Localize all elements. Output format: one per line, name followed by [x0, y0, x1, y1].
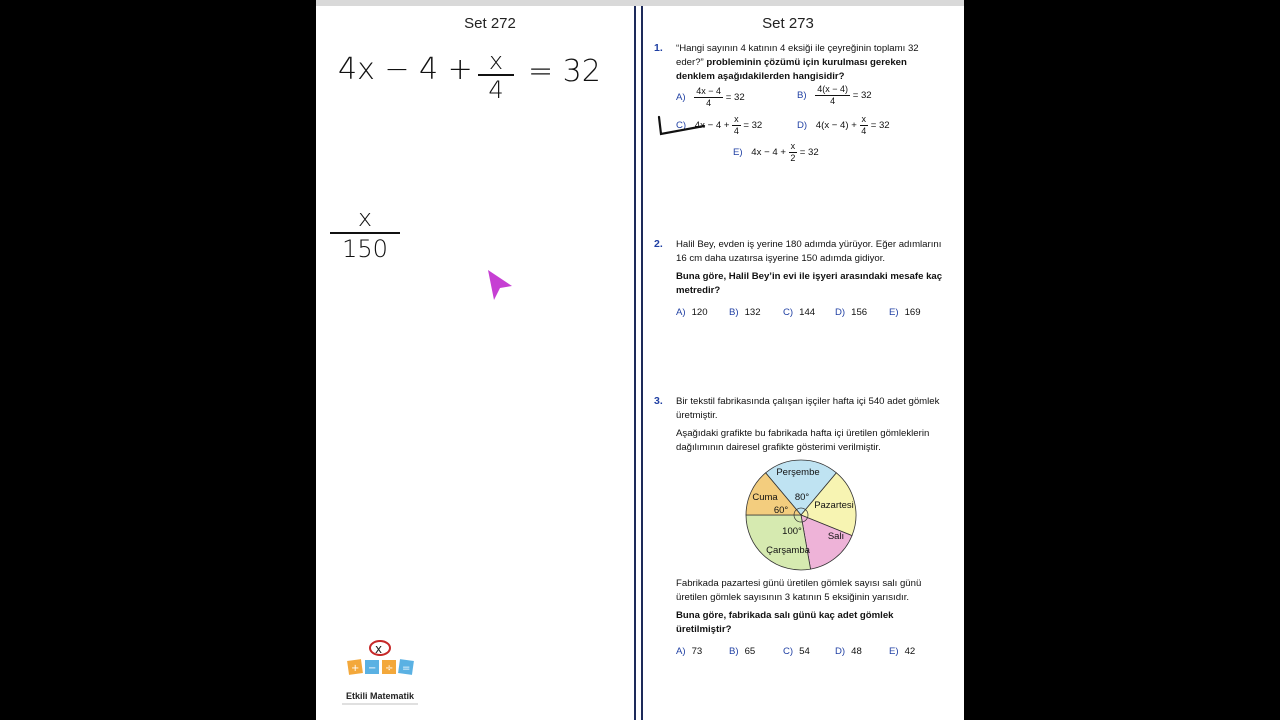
option-letter: B): [729, 307, 739, 318]
option-letter: E): [889, 646, 899, 657]
option-value: 42: [904, 646, 916, 657]
set-273-title: Set 273: [762, 15, 814, 32]
option-value: 120: [691, 307, 708, 318]
option-letter: D): [835, 307, 846, 318]
svg-text:−: −: [368, 663, 377, 674]
q2-number: 2.: [654, 238, 663, 250]
column-divider: [641, 6, 643, 720]
q3-option-c[interactable]: [783, 646, 810, 657]
q1-option-d[interactable]: D) 4(x − 4) + $\frac{x}{4}$ = 32: [797, 114, 890, 136]
q1-option-c[interactable]: C) 4x − 4 + $\frac{x}{4}$ = 32: [676, 114, 763, 136]
pie-angle-carsamba: 100°: [782, 526, 802, 537]
q1-text: “Hangi sayının 4 katının 4 eksiği ile çeyreğinin toplamı 32 eder?” probleminin çözümü için kurulması gereken denklem aşağıdakilerden hangisidir?: [676, 43, 919, 82]
top-bar: [316, 0, 964, 6]
q2-question: Buna göre, Halil Bey’in evi ile işyeri arasındaki mesafe kaç metredir?: [676, 271, 943, 296]
handwritten-x-over-150: x 150: [330, 204, 400, 264]
svg-text:÷: ÷: [385, 663, 394, 674]
set-272-title: Set 272: [464, 15, 516, 32]
q3-text-2: Aşağıdaki grafikte bu fabrikada hafta içi üretilen gömleklerin dağılımının dairesel grafikte gösterimi verilmiştir.: [676, 428, 930, 453]
option-value: 65: [744, 646, 756, 657]
q3-option-e[interactable]: [889, 646, 915, 657]
column-divider: [634, 6, 636, 720]
option-value: 156: [851, 307, 868, 318]
q1-number: 1.: [654, 42, 663, 54]
option-value: 144: [799, 307, 816, 318]
option-letter: A): [676, 307, 686, 318]
option-value: 48: [851, 646, 862, 657]
q2-option-a[interactable]: [676, 307, 708, 318]
pie-chart: [740, 458, 864, 574]
q2-option-c[interactable]: [783, 307, 815, 318]
handwritten-fraction: x 4: [478, 48, 514, 104]
pie-label-persembe: Perşembe: [776, 467, 820, 478]
svg-text:x: x: [375, 642, 383, 656]
etkili-matematik-logo: [338, 638, 422, 708]
pie-label-carsamba: Çarşamba: [766, 545, 810, 556]
q1-option-e[interactable]: E) 4x − 4 + $\frac{x}{2}$ = 32: [733, 141, 819, 163]
option-letter: C): [783, 646, 794, 657]
option-value: 73: [691, 646, 703, 657]
pie-label-pazartesi: Pazartesi: [814, 500, 854, 511]
q3-option-a[interactable]: [676, 646, 702, 657]
pie-slice-çarşamba: [746, 515, 811, 570]
option-letter: C): [783, 307, 794, 318]
option-value: 132: [744, 307, 761, 318]
svg-text:=: =: [402, 663, 411, 674]
q3-option-d[interactable]: [835, 646, 862, 657]
pointer-cursor-icon: [484, 268, 516, 302]
q3-question: Buna göre, fabrikada salı günü kaç adet gömlek üretilmiştir?: [676, 610, 894, 635]
q3-number: 3.: [654, 395, 663, 407]
option-letter: E): [889, 307, 899, 318]
pie-angle-persembe: 80°: [794, 492, 810, 503]
q3-option-b[interactable]: [729, 646, 755, 657]
q2-option-e[interactable]: [889, 307, 921, 318]
handwritten-rhs: = 32: [528, 54, 601, 89]
option-letter: D): [835, 646, 846, 657]
handwritten-equation: 4x − 4 +: [338, 52, 473, 87]
option-value: 169: [904, 307, 921, 318]
svg-text:+: +: [351, 663, 360, 674]
logo-tagline-bar: [342, 703, 418, 705]
option-value: 54: [799, 646, 810, 657]
q2-text: Halil Bey, evden iş yerine 180 adımda yürüyor. Eğer adımlarını 16 cm daha uzatırsa işyerine 150 adımda gidiyor.: [676, 239, 942, 264]
q2-option-d[interactable]: [835, 307, 867, 318]
logo-name: Etkili Matematik: [345, 691, 415, 701]
q3-text-1: Bir tekstil fabrikasında çalışan işçiler hafta içi 540 adet gömlek üretmiştir.: [676, 396, 940, 421]
q1-option-b[interactable]: B) $\frac{4(x - 4)}{4}$ = 32: [797, 84, 872, 106]
q2-option-b[interactable]: [729, 307, 761, 318]
pie-label-sali: Salı: [827, 531, 845, 542]
q1-option-a[interactable]: A) $\frac{4x - 4}{4}$ = 32: [676, 86, 745, 108]
checkmark-icon: [656, 114, 712, 138]
pie-label-cuma: Cuma: [752, 492, 778, 503]
option-letter: A): [676, 646, 686, 657]
q3-text-3: Fabrikada pazartesi günü üretilen gömlek sayısı salı günü üretilen gömlek sayısının 3 katının 5 eksiğinin yarısıdır.: [676, 578, 922, 603]
logo-mark-icon: [338, 638, 422, 686]
option-letter: B): [729, 646, 739, 657]
pie-angle-cuma: 60°: [773, 505, 789, 516]
